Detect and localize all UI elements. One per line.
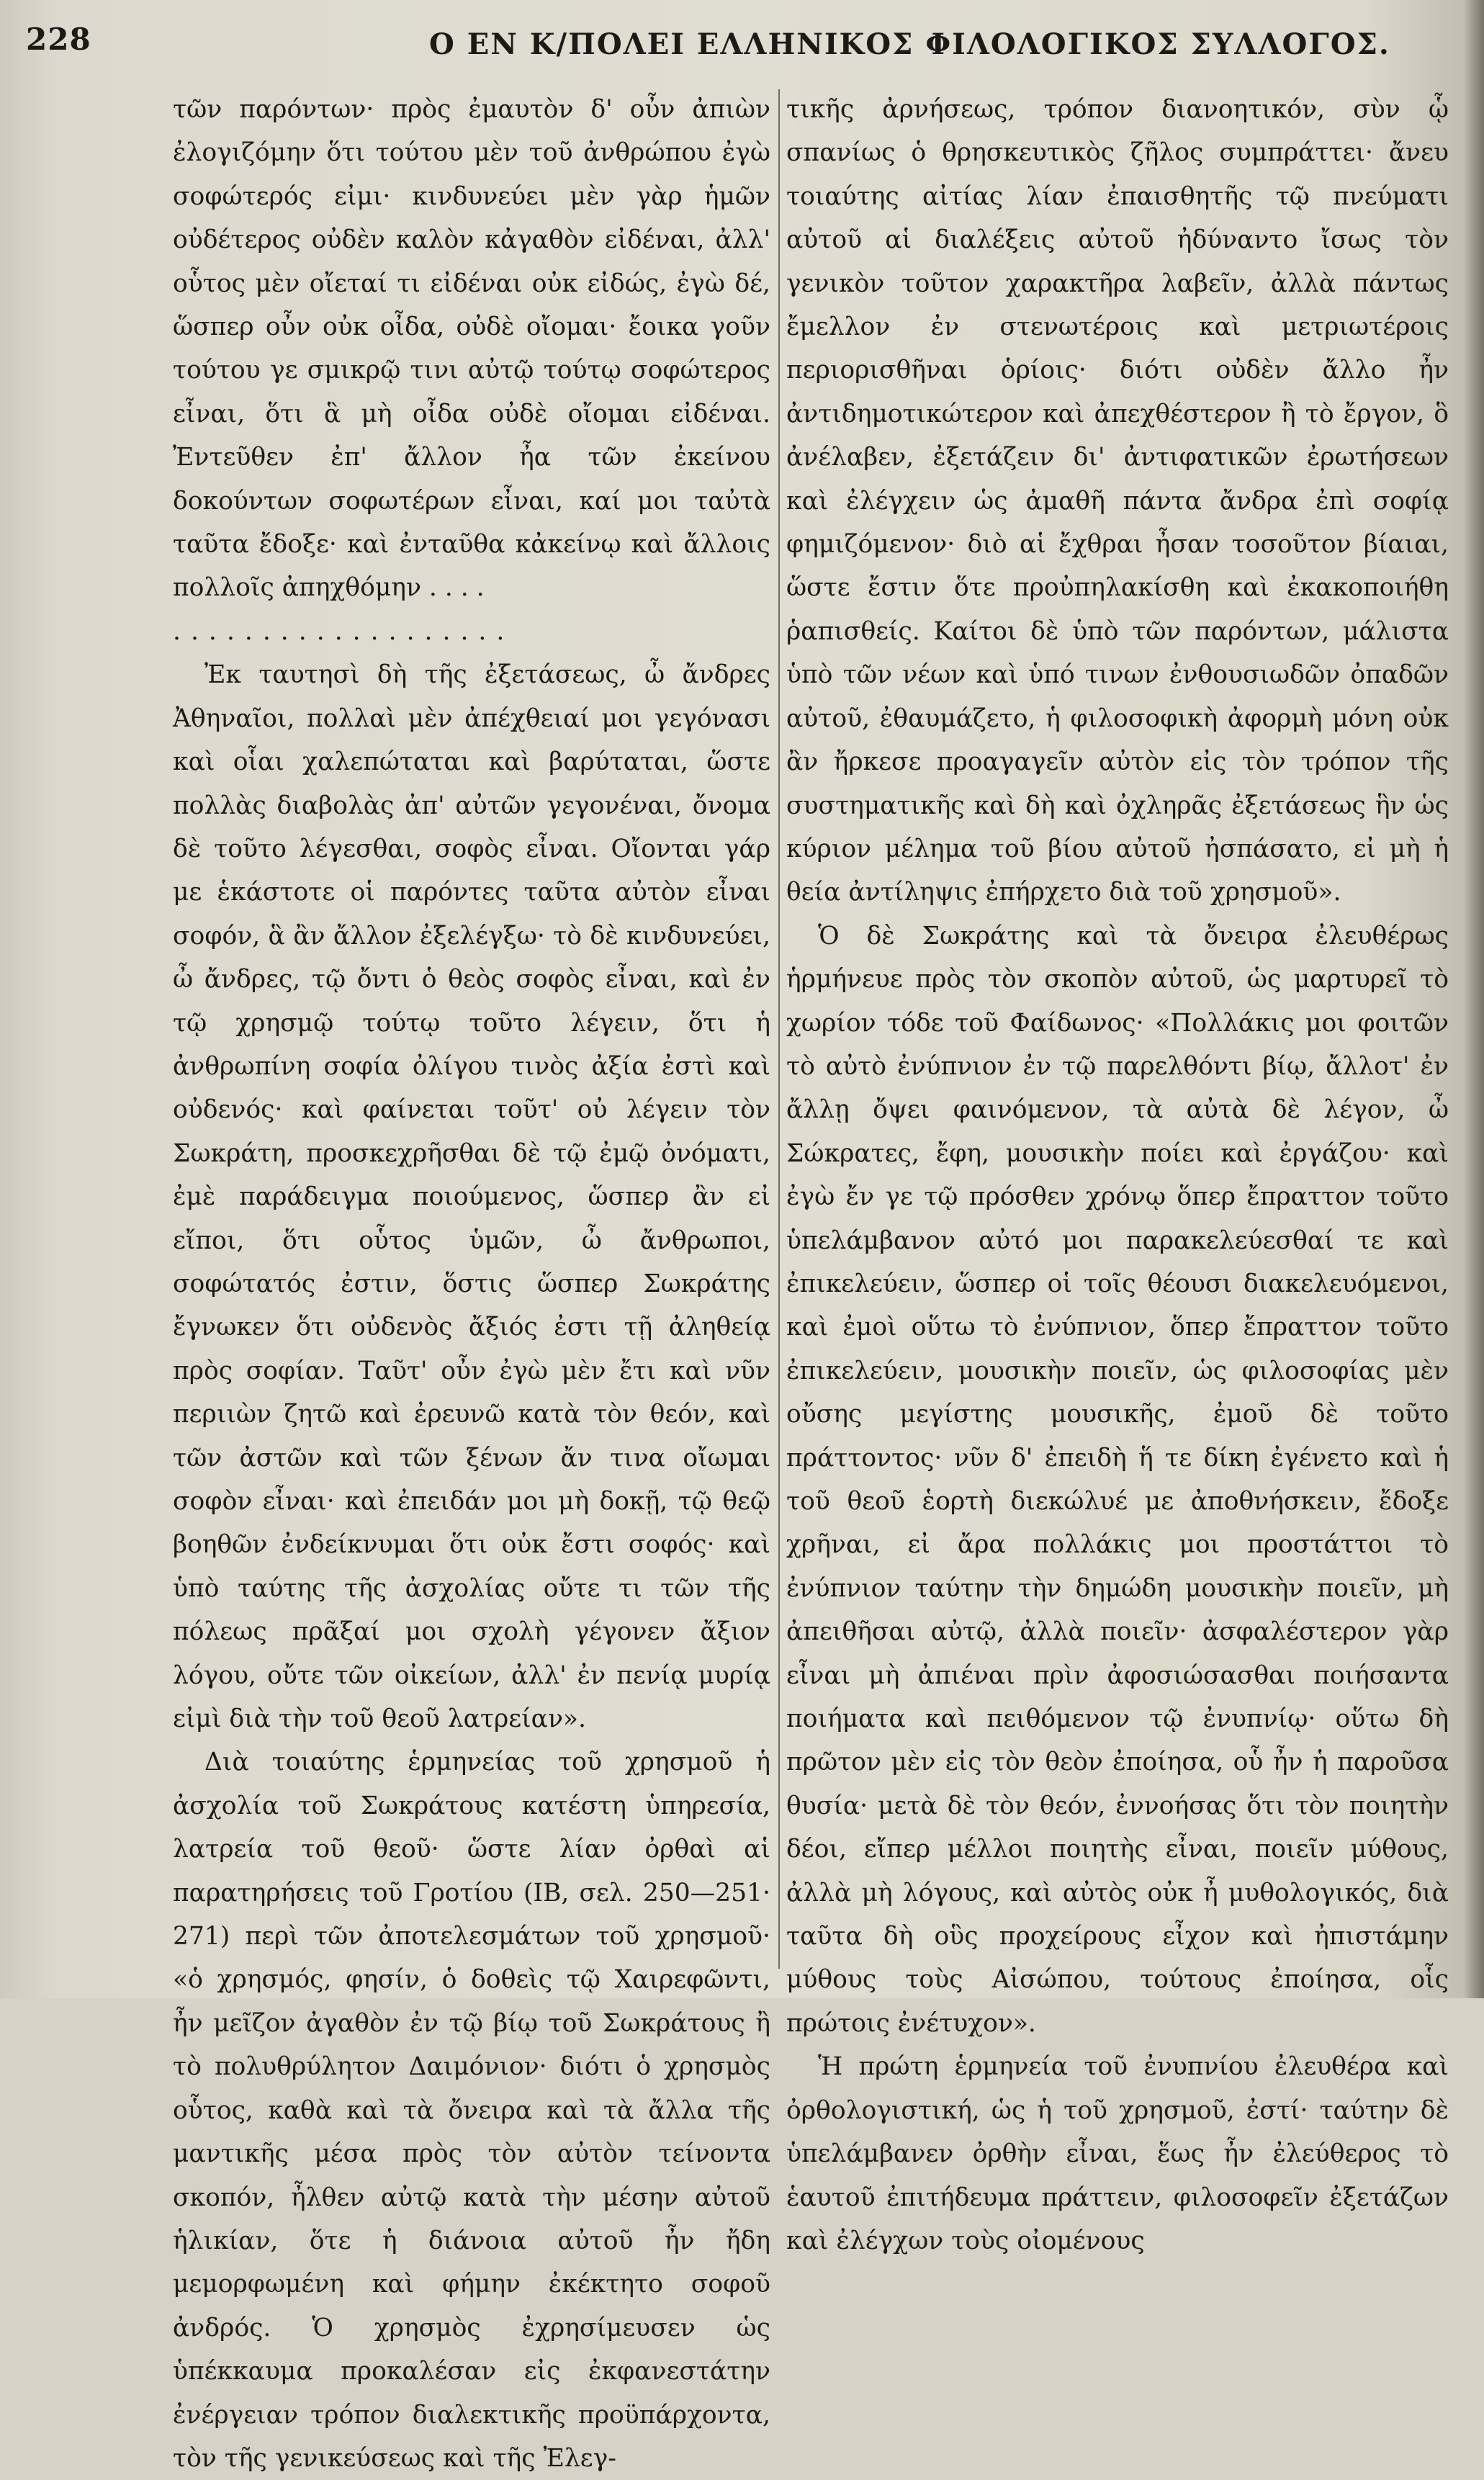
left-paragraph-3: Διὰ τοιαύτης ἑρμηνείας τοῦ χρησμοῦ ἡ ἀσχολία τοῦ Σωκράτους κατέστη ὑπηρεσία, λατρεία τοῦ θεοῦ· ὥστε λίαν ὀρθαὶ αἱ παρατηρήσεις τοῦ Γροτίου (ΙΒ, σελ. 250—251· 271) περὶ τῶν ἀποτελεσμάτων τοῦ χρησμοῦ· «ὁ χρησμός, φησίν, ὁ δοθεὶς τῷ Χαιρεφῶντι, ἦν μεῖζον ἀγαθὸν ἐν τῷ βίῳ τοῦ Σωκράτους ἢ τὸ πολυθρύλητον Δαιμόνιον· διότι ὁ χρησμὸς οὗτος, καθὰ καὶ τὰ ὄνειρα καὶ τὰ ἄλλα τῆς μαντικῆς μέσα πρὸς τὸν αὐτὸν τείνοντα σκοπόν, ἦλθεν αὐτῷ κατὰ τὴν μέσην αὐτοῦ ἡλικίαν, ὅτε ἡ διάνοια αὐτοῦ ἦν ἤδη μεμορφωμένη καὶ φήμην ἐκέκτητο σοφοῦ ἀνδρός. Ὁ χρησμὸς ἐχρησίμευσεν ὡς ὑπέκκαυμα προκαλέσαν εἰς ἐκφανεστάτην ἐνέργειαν τρόπον διαλεκτικῆς προϋπάρχοντα, τὸν τῆς γενικεύσεως καὶ τῆς Ἐλεγ- bbox=[173, 1748, 770, 2473]
right-column bbox=[786, 88, 1449, 2263]
right-paragraph-3: Ἡ πρώτη ἑρμηνεία τοῦ ἐνυπνίου ἐλευθέρα καὶ ὀρθολογιστική, ὡς ἡ τοῦ χρησμοῦ, ἐστί· ταύτην δὲ ὑπελάμβανεν ὀρθὴν εἶναι, ἕως ἦν ἐλεύθερος τὸ ἑαυτοῦ ἐπιτήδευμα πράττειν, φιλοσοφεῖν ἐξετάζων καὶ ἐλέγχων τοὺς οἰομένους bbox=[786, 2052, 1449, 2255]
running-title: Ο ΕΝ Κ/ΠΟΛΕΙ ΕΛΛΗΝΙΚΟΣ ΦΙΛΟΛΟΓΙΚΟΣ ΣΥΛΛΟΓΟΣ. bbox=[429, 27, 1390, 61]
right-paragraph-1: τικῆς ἀρνήσεως, τρόπον διανοητικόν, σὺν ᾧ σπανίως ὁ θρησκευτικὸς ζῆλος συμπράττει· ἄνευ τοιαύτης αἰτίας λίαν ἐπαισθητῆς τῷ πνεύματι αὐτοῦ αἱ διαλέξεις αὐτοῦ ἠδύναντο ἴσως τὸν γενικὸν τοῦτον χαρακτῆρα λαβεῖν, ἀλλὰ πάντως ἔμελλον ἐν στενωτέροις καὶ μετριωτέροις περιορισθῆναι ὁρίοις· διότι οὐδὲν ἄλλο ἦν ἀντιδημοτικώτερον καὶ ἀπεχθέστερον ἢ τὸ ἔργον, ὃ ἀνέλαβεν, ἐξετάζειν δι' ἀντιφατικῶν ἐρωτήσεων καὶ ἐλέγχειν ὡς ἀμαθῆ πάντα ἄνδρα ἐπὶ σοφίᾳ φημιζόμενον· διὸ αἱ ἔχθραι ἦσαν τοσοῦτον βίαιαι, ὥστε ἔστιν ὅτε προὐπηλακίσθη καὶ ἐκακοποιήθη ῥαπισθείς. Καίτοι δὲ ὑπὸ τῶν παρόντων, μάλιστα ὑπὸ τῶν νέων καὶ ὑπό τινων ἐνθουσιωδῶν ὀπαδῶν αὐτοῦ, ἐθαυμάζετο, ἡ φιλοσοφικὴ ἀφορμὴ μόνη οὐκ ἂν ἤρκεσε προαγαγεῖν αὐτὸν εἰς τὸν τρόπον τῆς συστηματικῆς καὶ δὴ καὶ ὀχληρᾶς ἐξετάσεως ἣν ὡς κύριον μέλημα τοῦ βίου αὐτοῦ ἠσπάσατο, εἰ μὴ ἡ θεία ἀντίληψις ἐπήρχετο διὰ τοῦ χρησμοῦ». bbox=[786, 95, 1449, 907]
left-paragraph-2: Ἐκ ταυτησὶ δὴ τῆς ἐξετάσεως, ὦ ἄνδρες Ἀθηναῖοι, πολλαὶ μὲν ἀπέχθειαί μοι γεγόνασι καὶ οἷαι χαλεπώταται καὶ βαρύταται, ὥστε πολλὰς διαβολὰς ἀπ' αὐτῶν γεγονέναι, ὄνομα δὲ τοῦτο λέγεσθαι, σοφὸς εἶναι. Οἴονται γάρ με ἑκάστοτε οἱ παρόντες ταῦτα αὐτὸν εἶναι σοφόν, ἃ ἂν ἄλλον ἐξελέγξω· τὸ δὲ κινδυνεύει, ὦ ἄνδρες, τῷ ὄντι ὁ θεὸς σοφὸς εἶναι, καὶ ἐν τῷ χρησμῷ τούτῳ τοῦτο λέγειν, ὅτι ἡ ἀνθρωπίνη σοφία ὀλίγου τινὸς ἀξία ἐστὶ καὶ οὐδενός· καὶ φαίνεται τοῦτ' οὐ λέγειν τὸν Σωκράτη, προσκεχρῆσθαι δὲ τῷ ἐμῷ ὀνόματι, ἐμὲ παράδειγμα ποιούμενος, ὥσπερ ἂν εἰ εἴποι, ὅτι οὗτος ὑμῶν, ὦ ἄνθρωποι, σοφώτατός ἐστιν, ὅστις ὥσπερ Σωκράτης ἔγνωκεν ὅτι οὐδενὸς ἄξιός ἐστι τῇ ἀληθείᾳ πρὸς σοφίαν. Ταῦτ' οὖν ἐγὼ μὲν ἔτι καὶ νῦν περιιὼν ζητῶ καὶ ἐρευνῶ κατὰ τὸν θεόν, καὶ τῶν ἀστῶν καὶ τῶν ξένων ἄν τινα οἴωμαι σοφὸν εἶναι· καὶ ἐπειδάν μοι μὴ δοκῇ, τῷ θεῷ βοηθῶν ἐνδείκνυμαι ὅτι οὐκ ἔστι σοφός· καὶ ὑπὸ ταύτης τῆς ἀσχολίας οὔτε τι τῶν τῆς πόλεως πρᾶξαί μοι σχολὴ γέγονεν ἄξιον λόγου, οὔτε τῶν οἰκείων, ἀλλ' ἐν πενίᾳ μυρίᾳ εἰμὶ διὰ τὴν τοῦ θεοῦ λατρείαν». bbox=[173, 660, 770, 1734]
right-paragraph-2: Ὁ δὲ Σωκράτης καὶ τὰ ὄνειρα ἐλευθέρως ἡρμήνευε πρὸς τὸν σκοπὸν αὐτοῦ, ὡς μαρτυρεῖ τὸ χωρίον τόδε τοῦ Φαίδωνος· «Πολλάκις μοι φοιτῶν τὸ αὐτὸ ἐνύπνιον ἐν τῷ παρελθόντι βίῳ, ἄλλοτ' ἐν ἄλλῃ ὄψει φαινόμενον, τὰ αὐτὰ δὲ λέγον, ὦ Σώκρατες, ἔφη, μουσικὴν ποίει καὶ ἐργάζου· καὶ ἐγὼ ἔν γε τῷ πρόσθεν χρόνῳ ὅπερ ἔπραττον τοῦτο ὑπελάμβανον αὐτό μοι παρακελεύεσθαί τε καὶ ἐπικελεύειν, ὥσπερ οἱ τοῖς θέουσι διακελευόμενοι, καὶ ἐμοὶ οὕτω τὸ ἐνύπνιον, ὅπερ ἔπραττον τοῦτο ἐπικελεύειν, μουσικὴν ποιεῖν, ὡς φιλοσοφίας μὲν οὔσης μεγίστης μουσικῆς, ἐμοῦ δὲ τοῦτο πράττοντος· νῦν δ' ἐπειδὴ ἥ τε δίκη ἐγένετο καὶ ἡ τοῦ θεοῦ ἑορτὴ διεκώλυέ με ἀποθνήσκειν, ἔδοξε χρῆναι, εἰ ἄρα πολλάκις μοι προστάττοι τὸ ἐνύπνιον ταύτην τὴν δημώδη μουσικὴν ποιεῖν, μὴ ἀπειθῆσαι αὐτῷ, ἀλλὰ ποιεῖν· ἀσφαλέστερον γὰρ εἶναι μὴ ἀπιέναι πρὶν ἀφοσιώσασθαι ποιήσαντα ποιήματα καὶ πειθόμενον τῷ ἐνυπνίῳ· οὕτω δὴ πρῶτον μὲν εἰς τὸν θεὸν ἐποίησα, οὗ ἦν ἡ παροῦσα θυσία· μετὰ δὲ τὸν θεόν, ἐννοήσας ὅτι τὸν ποιητὴν δέοι, εἴπερ μέλλοι ποιητὴς εἶναι, ποιεῖν μύθους, ἀλλὰ μὴ λόγους, καὶ αὐτὸς οὐκ ἦ μυθολογικός, διὰ ταῦτα δὴ οὓς προχείρους εἶχον καὶ ἠπιστάμην μύθους τοὺς Αἰσώπου, τούτους ἐποίησα, οἷς πρώτοις ἐνέτυχον». bbox=[786, 921, 1449, 2038]
page-header bbox=[26, 22, 1437, 79]
column-divider bbox=[778, 89, 780, 1969]
left-column bbox=[173, 88, 770, 2480]
page-number: 228 bbox=[26, 22, 91, 57]
page-edge-shadow bbox=[1464, 0, 1484, 1998]
left-paragraph-1: τῶν παρόντων· πρὸς ἐμαυτὸν δ' οὖν ἀπιὼν ἐλογιζόμην ὅτι τούτου μὲν τοῦ ἀνθρώπου ἐγὼ σοφώτερός εἰμι· κινδυνεύει μὲν γὰρ ἡμῶν οὐδέτερος οὐδὲν καλὸν κἀγαθὸν εἰδέναι, ἀλλ' οὗτος μὲν οἴεταί τι εἰδέναι οὐκ εἰδώς, ἐγὼ δέ, ὥσπερ οὖν οὐκ οἶδα, οὐδὲ οἴομαι· ἔοικα γοῦν τούτου γε σμικρῷ τινι αὐτῷ τούτῳ σοφώτερος εἶναι, ὅτι ἃ μὴ οἶδα οὐδὲ οἴομαι εἰδέναι. Ἐντεῦθεν ἐπ' ἄλλον ἦα τῶν ἐκείνου δοκούντων σοφωτέρων εἶναι, καί μοι ταὐτὰ ταῦτα ἔδοξε· καὶ ἐνταῦθα κἀκείνῳ καὶ ἄλλοις πολλοῖς ἀπηχθόμην . . . . bbox=[173, 95, 770, 603]
ellipsis-row: ................... bbox=[173, 616, 515, 646]
